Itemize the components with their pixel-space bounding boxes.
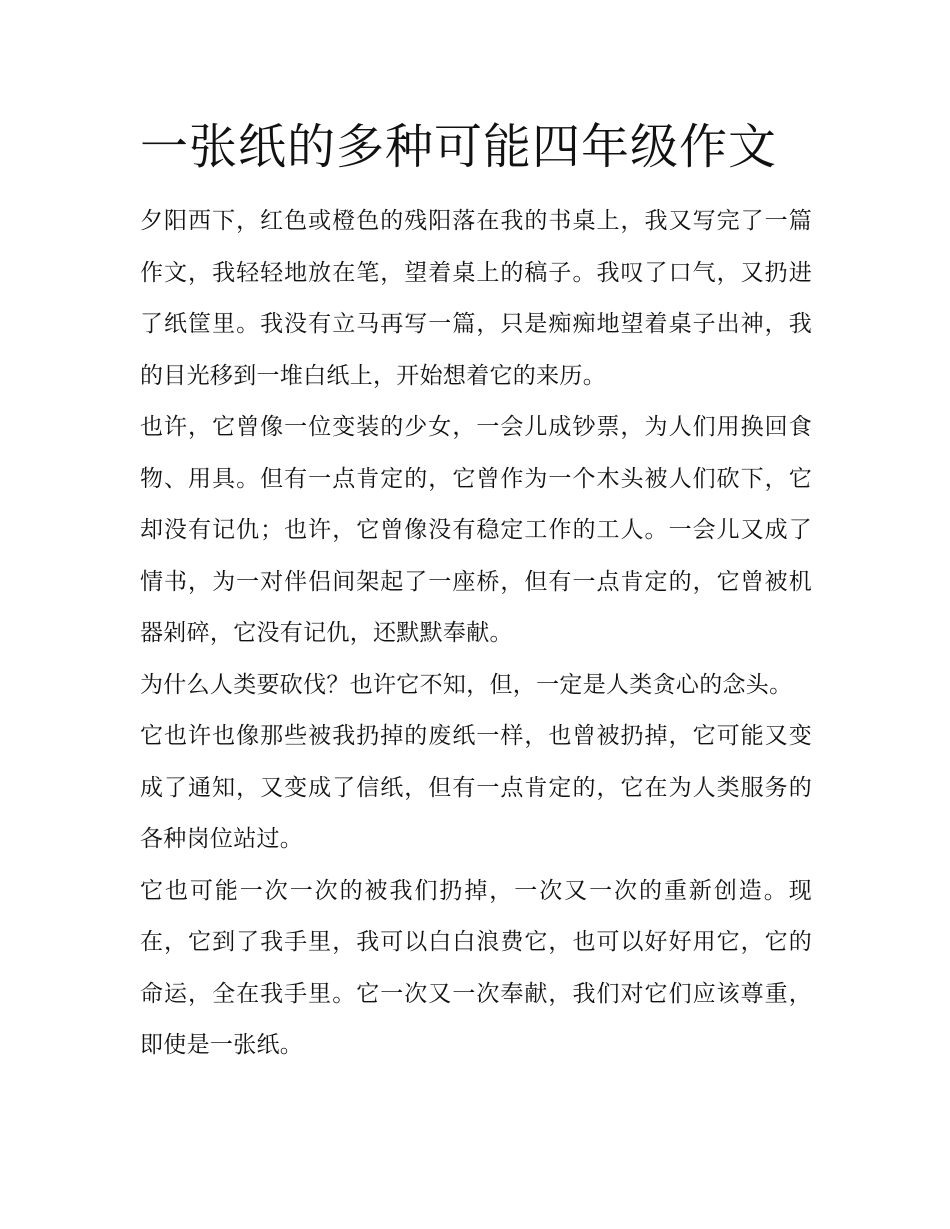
article-body: [140, 196, 812, 1072]
paragraph-4: 它也许也像那些被我扔掉的废纸一样，也曾被扔掉，它可能又变成了通知，又变成了信纸，但有一点肯定的，它在为人类服务的各种岗位站过。: [140, 723, 812, 852]
paragraph-1: 夕阳西下，红色或橙色的残阳落在我的书桌上，我又写完了一篇作文，我轻轻地放在笔，望着桌上的稿子。我叹了口气，又扔进了纸筐里。我没有立马再写一篇，只是痴痴地望着桌子出神，我的目光移到一堆白纸上，开始想着它的来历。: [140, 208, 812, 389]
paragraph-2: 也许，它曾像一位变装的少女，一会儿成钞票，为人们用换回食物、用具。但有一点肯定的，它曾作为一个木头被人们砍下，它却没有记仇；也许，它曾像没有稳定工作的工人。一会儿又成了情书，为一对伴侣间架起了一座桥，但有一点肯定的，它曾被机器剁碎，它没有记仇，还默默奉献。: [140, 414, 812, 646]
paragraph-3: 为什么人类要砍伐？也许它不知，但，一定是人类贪心的念头。: [140, 671, 793, 698]
page-title: 一张纸的多种可能四年级作文: [140, 119, 778, 175]
paragraph-5: 它也可能一次一次的被我们扔掉，一次又一次的重新创造。现在，它到了我手里，我可以白白浪费它，也可以好好用它，它的命运，全在我手里。它一次又一次奉献，我们对它们应该尊重，即使是一张纸。: [140, 877, 812, 1058]
